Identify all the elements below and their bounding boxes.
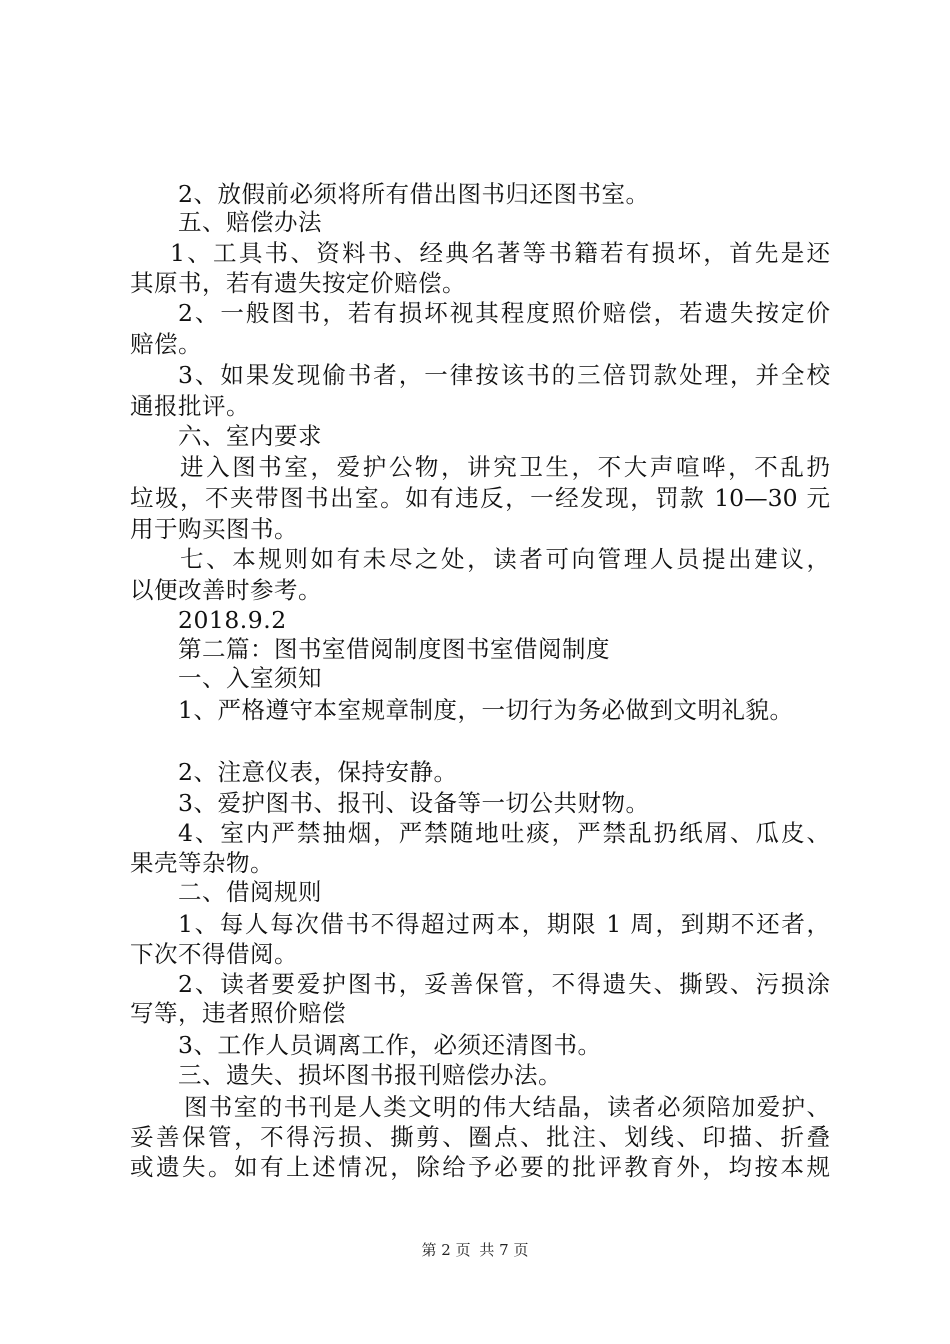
page-footer: [0, 1240, 950, 1260]
text-line: 2、注意仪表，保持安静。: [178, 758, 458, 786]
text-line: 1、工具书、资料书、经典名著等书籍若有损坏，首先是还: [170, 239, 830, 267]
section-heading: 三、遗失、损坏图书报刊赔偿办法。: [178, 1061, 562, 1089]
section-heading: 一、入室须知: [178, 664, 322, 692]
text-line: 以便改善时参考。: [130, 576, 322, 604]
text-line: 进入图书室，爱护公物，讲究卫生，不大声喧哗，不乱扔: [180, 453, 830, 481]
text-line: 果壳等杂物。: [130, 849, 274, 877]
text-line: 或遗失。如有上述情况，除给予必要的批评教育外，均按本规: [130, 1153, 830, 1181]
text-line: 垃圾，不夹带图书出室。如有违反，一经发现，罚款 10—30 元: [130, 484, 830, 512]
text-line: 下次不得借阅。: [130, 940, 298, 968]
text-line: 1、每人每次借书不得超过两本，期限 1 周，到期不还者，: [178, 910, 830, 938]
text-line: 1、严格遵守本室规章制度，一切行为务必做到文明礼貌。: [178, 696, 794, 724]
text-line: 2、放假前必须将所有借出图书归还图书室。: [178, 180, 650, 208]
text-line: 3、工作人员调离工作，必须还清图书。: [178, 1031, 602, 1059]
text-line: 3、如果发现偷书者，一律按该书的三倍罚款处理，并全校: [178, 361, 830, 389]
page-total: 共 7 页: [479, 1241, 529, 1259]
section-heading: 五、赔偿办法: [178, 208, 322, 236]
section-heading: 六、室内要求: [178, 422, 322, 450]
section-heading: 二、借阅规则: [178, 878, 322, 906]
section-title: 第二篇：图书室借阅制度图书室借阅制度: [178, 635, 610, 663]
page-number: 第 2 页: [421, 1241, 471, 1259]
text-line: 妥善保管，不得污损、撕剪、圈点、批注、划线、印描、折叠: [130, 1123, 830, 1151]
text-line: 七、本规则如有未尽之处，读者可向管理人员提出建议，: [180, 545, 830, 573]
text-line: 赔偿。: [130, 330, 202, 358]
text-line: 3、爱护图书、报刊、设备等一切公共财物。: [178, 789, 650, 817]
text-line: 其原书，若有遗失按定价赔偿。: [130, 269, 466, 297]
text-line: 2、读者要爱护图书，妥善保管，不得遗失、撕毁、污损涂: [178, 970, 830, 998]
text-line: 通报批评。: [130, 392, 250, 420]
text-line: 4、室内严禁抽烟，严禁随地吐痰，严禁乱扔纸屑、瓜皮、: [178, 819, 830, 847]
text-line: 图书室的书刊是人类文明的伟大结晶，读者必须陪加爱护、: [184, 1093, 830, 1121]
text-line: 2、一般图书，若有损坏视其程度照价赔偿，若遗失按定价: [178, 299, 830, 327]
text-line: 写等，违者照价赔偿: [130, 999, 346, 1027]
date-line: 2018.9.2: [178, 606, 287, 634]
text-line: 用于购买图书。: [130, 515, 298, 543]
